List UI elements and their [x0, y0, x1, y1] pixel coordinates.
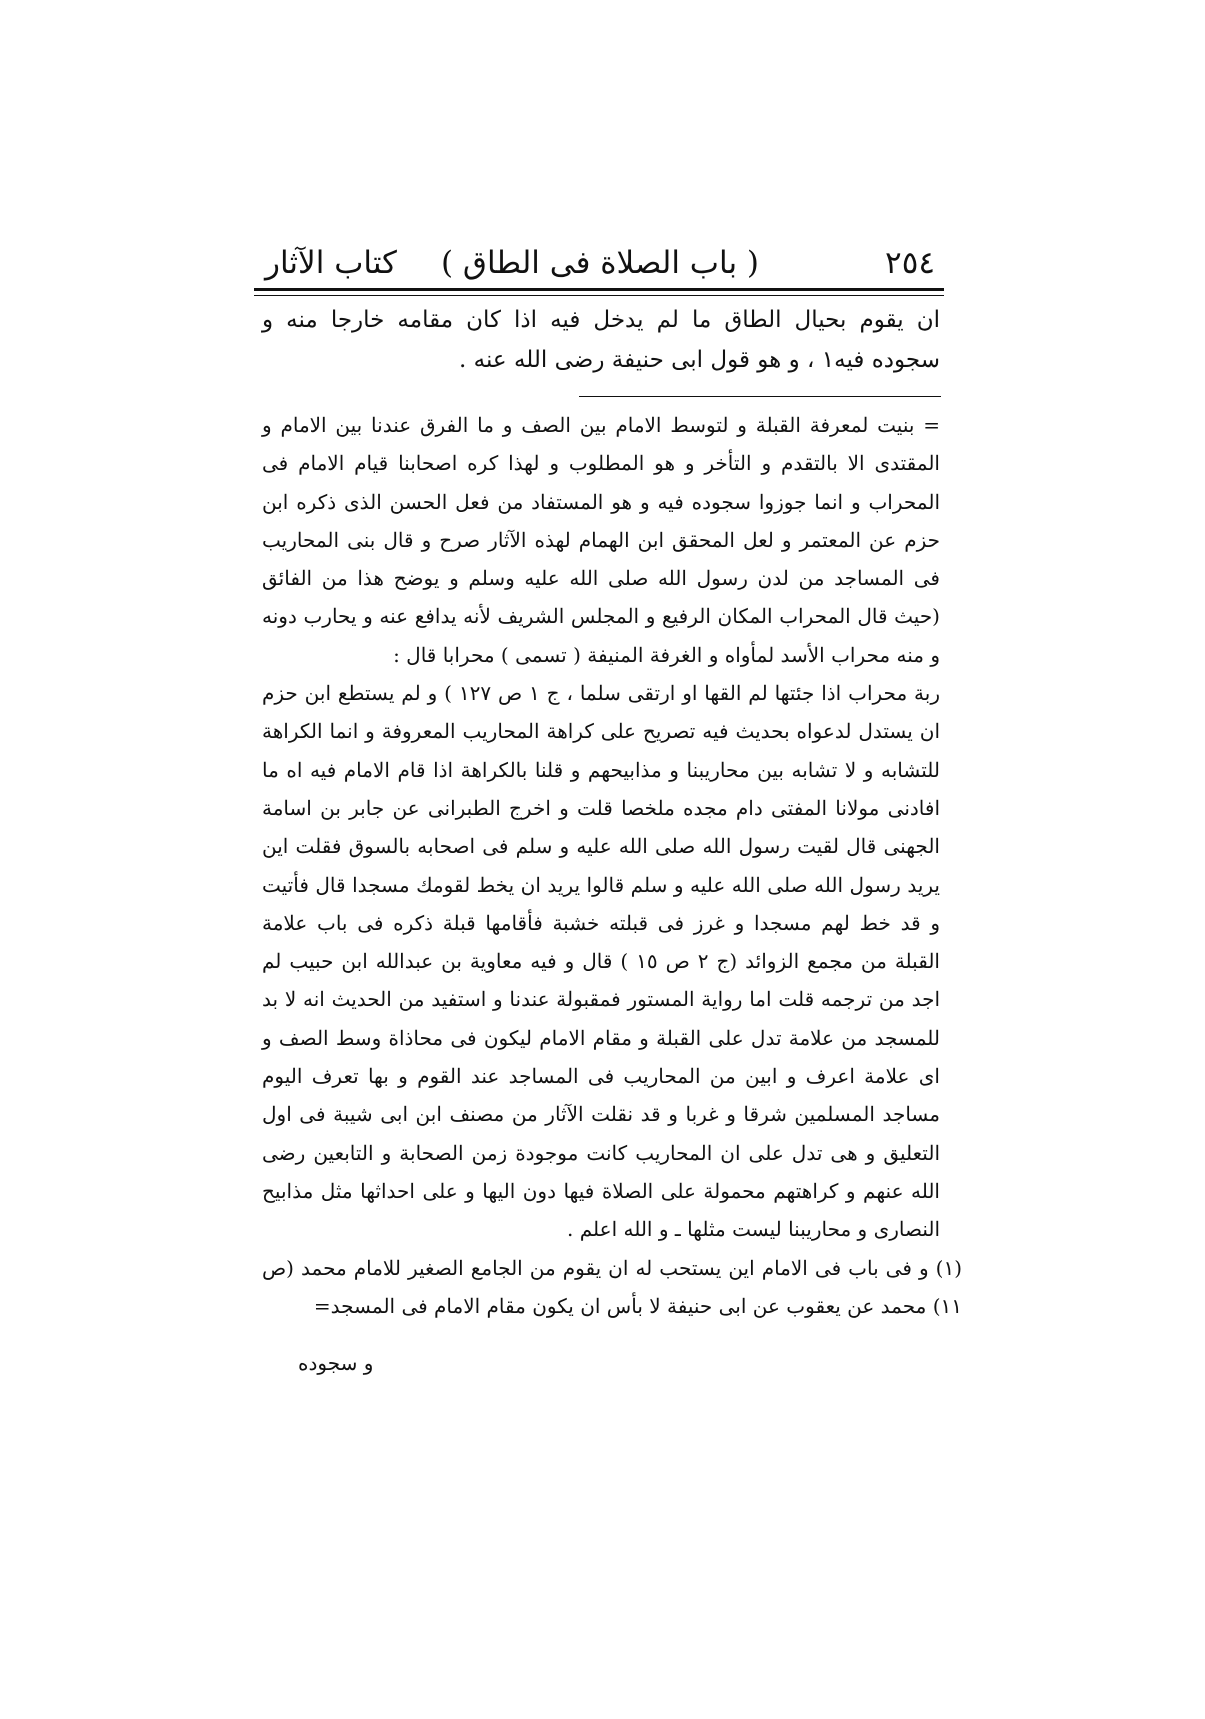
page-header — [265, 240, 935, 286]
note-paragraph: ربة محراب اذا جئتها لم القها او ارتقى سلما ، ج ١ ص ١٢٧ ) و لم يستطع ابن حزم ان يستدل لدعواه بحديث فيه تصريح على كراهة المحاريب المعروفة و انما الكراهة للتشابه و لا تشابه بين محاريبنا و مذابيحهم و قلنا بالكراهة اذا قام الامام فيه اه ما افادنى مولانا المفتى دام مجده ملخصا قلت و اخرج الطبرانى عن جابر بن اسامة الجهنى قال لقيت رسول الله صلى الله عليه و سلم فى اصحابه بالسوق فقلت اين يريد رسول الله صلى الله عليه و سلم قالوا يريد ان يخط لقومك مسجدا قال فأتيت و قد خط لهم مسجدا و غرز فى قبلته خشبة فأقامها قبلة ذكره فى باب علامة القبلة من مجمع الزوائد (ج ٢ ص ١٥ ) قال و فيه معاوية بن عبدالله ابن حبيب لم اجد من ترجمه قلت اما رواية المستور فمقبولة عندنا و استفيد من الحديث انه لا بد للمسجد من علامة تدل على القبلة و مقام الامام ليكون فى محاذاة وسط الصف و اى علامة اعرف و ابين من المحاريب فى المساجد عند القوم و بها تعرف اليوم مساجد المسلمين شرقا و غربا و قد نقلت الآثار من مصنف ابن ابى شيبة فى اول التعليق و هى تدل على ان المحاريب كانت موجودة زمن الصحابة و التابعين رضى الله عنهم و كراهتهم محمولة على الصلاة فيها دون اليها و على احداثها مثل مذابيح النصارى و محاريبنا ليست مثلها ـ و الله اعلم . — [262, 681, 940, 1242]
main-paragraph: ان يقوم بحيال الطاق ما لم يدخل فيه اذا كان مقامه خارجا منه و سجوده فيه١ ، و هو قول ابى حنيفة رضى الله عنه . — [262, 307, 940, 373]
main-text — [262, 300, 940, 380]
footnote-separator — [579, 396, 941, 397]
footnotes — [262, 406, 962, 1325]
page-number: ٢٥٤ — [885, 245, 935, 281]
header-rule-thin — [254, 295, 944, 296]
footnote-1: (١) و فى باب فى الامام اين يستحب له ان يقوم من الجامع الصغير للامام محمد (ص ١١) محمد عن يعقوب عن ابى حنيفة لا بأس ان يكون مقام الامام فى المسجد= — [262, 1255, 962, 1318]
book-title: كتاب الآثار — [265, 245, 397, 281]
note-paragraph-continued: = بنيت لمعرفة القبلة و لتوسط الامام بين الصف و ما الفرق عندنا بين الامام و المقتدى الا بالتقدم و التأخر و هو المطلوب و لهذا كره اصحابنا قيام الامام فى المحراب و انما جوزوا سجوده فيه و هو المستفاد من فعل الحسن الذى ذكره ابن حزم عن المعتمر و لعل المحقق ابن الهمام لهذه الآثار صرح و قال بنى المحاريب فى المساجد من لدن رسول الله صلى الله عليه وسلم و يوضح هذا من الفائق (حيث قال المحراب المكان الرفيع و المجلس الشريف لأنه يدافع عنه و يحارب دونه و منه محراب الأسد لمأواه و الغرفة المنيفة ( تسمى ) محرابا قال : — [262, 413, 941, 667]
chapter-title: ( باب الصلاة فى الطاق ) — [440, 245, 760, 281]
header-rule-thick — [254, 288, 944, 291]
catchword: و سجوده — [298, 1351, 374, 1375]
